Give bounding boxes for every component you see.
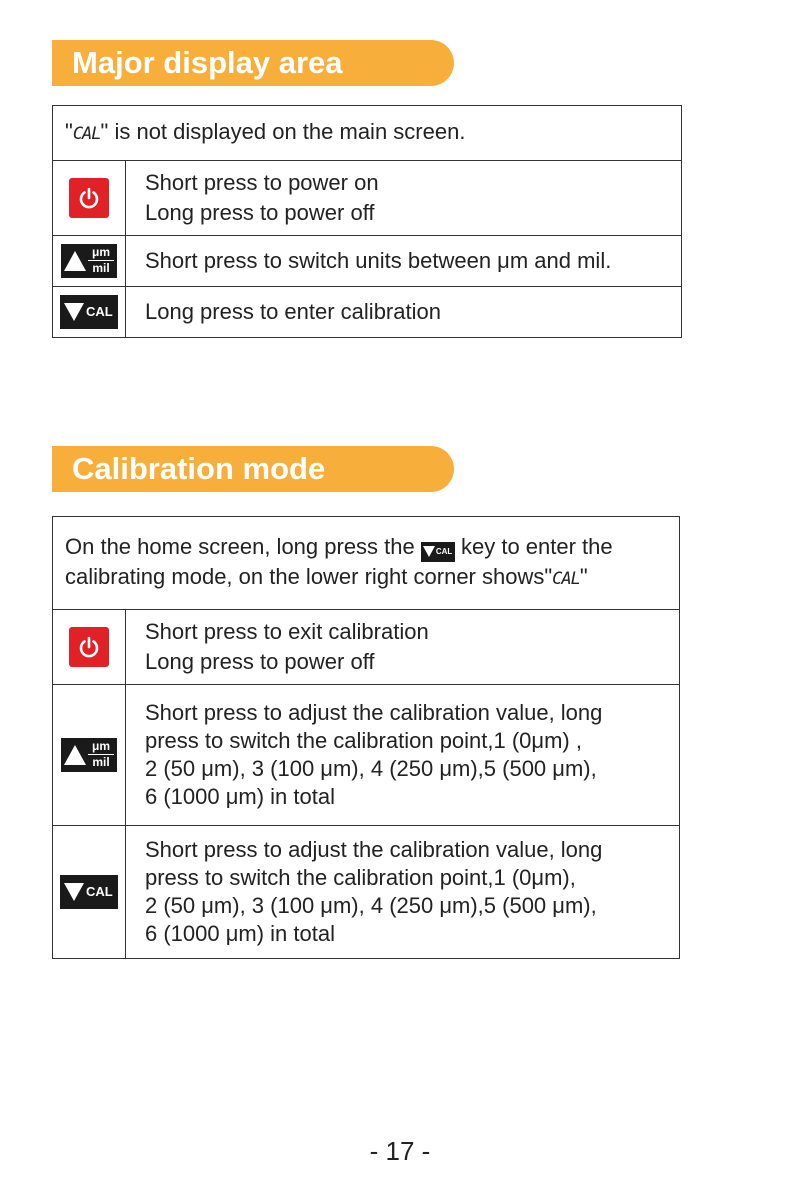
- table-row: [53, 826, 680, 959]
- up-um-mil-icon: [61, 244, 117, 278]
- description-cell: [126, 161, 682, 236]
- description-line: Short press to power on: [145, 170, 379, 195]
- up-triangle-icon: [64, 251, 86, 271]
- quote-mark: ": [579, 564, 588, 589]
- icon-cell: [53, 161, 126, 236]
- description-cell: [126, 685, 680, 826]
- note-text: On the home screen, long press the: [65, 534, 421, 559]
- um-label: μm: [91, 738, 110, 753]
- section-title-calibration-mode: Calibration mode: [52, 446, 454, 492]
- mil-label: mil: [88, 754, 114, 770]
- table-row: [53, 685, 680, 826]
- table-row: [53, 610, 680, 685]
- down-triangle-icon: [64, 883, 84, 901]
- quote-mark: ": [544, 564, 553, 589]
- icon-cell: [53, 610, 126, 685]
- table-row: [53, 161, 682, 236]
- description-cell: [126, 826, 680, 959]
- table-row: [53, 106, 682, 161]
- table-row: [53, 236, 682, 287]
- up-triangle-icon: [64, 745, 86, 765]
- down-triangle-icon: [64, 303, 84, 321]
- page-number: - 17 -: [369, 1136, 431, 1166]
- mil-label: mil: [88, 260, 114, 276]
- cal-display-symbol: CAL: [552, 569, 580, 589]
- note-line: [65, 562, 667, 594]
- quote-mark: ": [65, 119, 73, 144]
- down-triangle-icon: [423, 546, 435, 557]
- cal-label: CAL: [435, 546, 453, 556]
- icon-cell: [53, 685, 126, 826]
- table-row: [53, 287, 682, 338]
- icon-cell: [53, 287, 126, 338]
- um-label: μm: [91, 244, 110, 259]
- down-cal-icon: [60, 295, 118, 329]
- description-line: Long press to power off: [145, 200, 375, 225]
- description-line: 2 (50 μm), 3 (100 μm), 4 (250 μm),5 (500 μm),: [145, 893, 597, 918]
- description-cell: [126, 236, 682, 287]
- description-cell: [126, 610, 680, 685]
- description-line: press to switch the calibration point,1 (0μm) ,: [145, 728, 582, 753]
- description-line: 6 (1000 μm) in total: [145, 921, 335, 946]
- description-line: Long press to power off: [145, 649, 375, 674]
- note-text: is not displayed on the main screen.: [108, 119, 466, 144]
- icon-cell: [53, 826, 126, 959]
- description-cell: [126, 287, 682, 338]
- calibration-mode-table: [52, 516, 680, 959]
- power-icon: [69, 627, 109, 667]
- note-text: calibrating mode, on the lower right corner shows: [65, 564, 545, 589]
- note-cell: [53, 106, 682, 161]
- cal-display-symbol: CAL: [72, 124, 101, 144]
- description-line: 6 (1000 μm) in total: [145, 784, 335, 809]
- description-line: 2 (50 μm), 3 (100 μm), 4 (250 μm),5 (500 μm),: [145, 756, 597, 781]
- quote-mark: ": [100, 119, 109, 144]
- table-row: [53, 517, 680, 610]
- power-icon: [69, 178, 109, 218]
- note-text: key to enter the: [454, 534, 613, 559]
- cal-label: CAL: [86, 304, 113, 319]
- section-title-major-display: Major display area: [52, 40, 454, 86]
- up-um-mil-icon: [61, 738, 117, 772]
- description-line: Short press to switch units between μm and mil.: [145, 248, 612, 273]
- down-cal-icon: [421, 542, 455, 562]
- description-line: Long press to enter calibration: [145, 299, 441, 324]
- description-line: Short press to adjust the calibration value, long: [145, 700, 603, 725]
- note-cell: [53, 517, 680, 610]
- major-display-table: [52, 105, 682, 338]
- description-line: Short press to exit calibration: [145, 619, 429, 644]
- cal-label: CAL: [86, 884, 113, 899]
- down-cal-icon: [60, 875, 118, 909]
- description-line: press to switch the calibration point,1 (0μm),: [145, 865, 576, 890]
- icon-cell: [53, 236, 126, 287]
- description-line: Short press to adjust the calibration value, long: [145, 837, 603, 862]
- note-line: [65, 532, 667, 562]
